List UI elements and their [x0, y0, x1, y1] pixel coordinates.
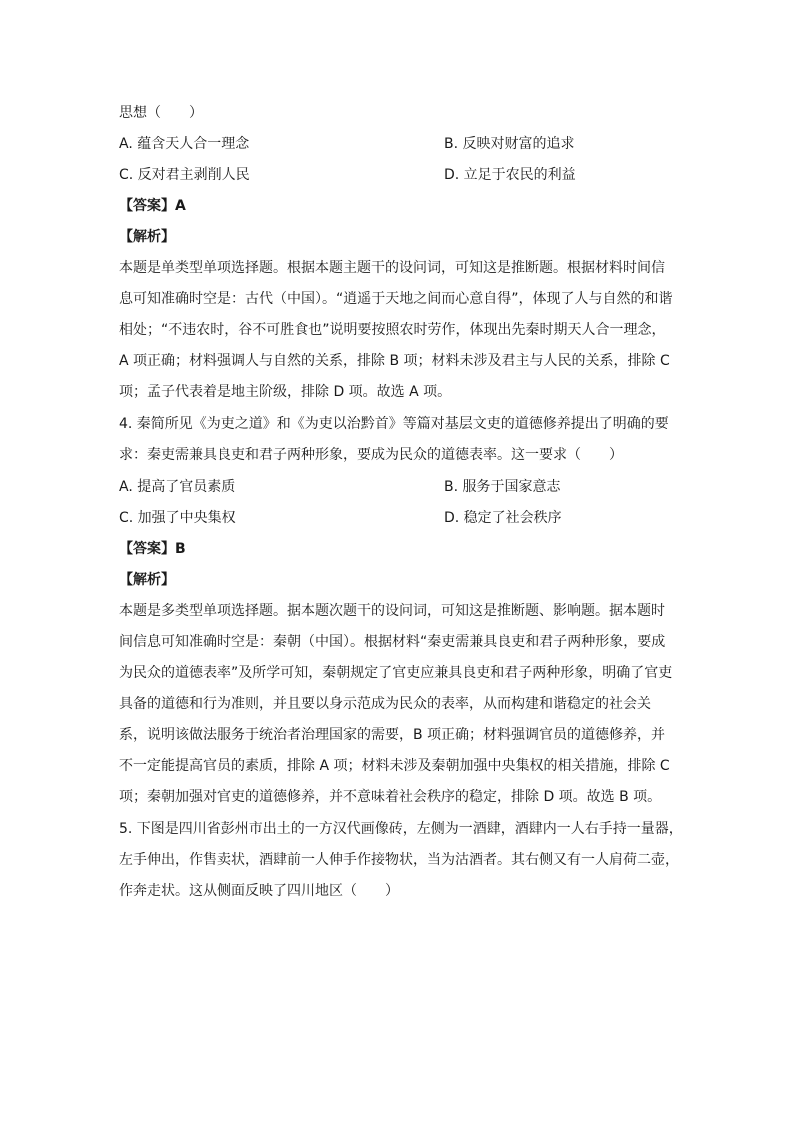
q5-stem-line: 5. 下图是四川省彭州市出土的一方汉代画像砖，左侧为一酒肆，酒肆内一人右手持一量器， [119, 821, 683, 837]
q3-option-d: D. 立足于农民的利益 [444, 167, 576, 183]
q3-analysis-line: 本题是单类型单项选择题。根据本题主题干的设问词，可知这是推断题。根据材料时间信 [119, 260, 665, 276]
q3-answer: 【答案】A [119, 198, 186, 214]
q4-option-d: D. 稳定了社会秩序 [444, 510, 562, 526]
q4-option-a: A. 提高了官员素质 [119, 479, 236, 495]
q3-option-c: C. 反对君主剥削人民 [119, 167, 250, 183]
q4-analysis-line: 项；秦朝加强对官吏的道德修养，并不意味着社会秩序的稳定，排除 D 项。故选 B 项。 [119, 789, 662, 805]
q3-analysis-line: 项；孟子代表着是地主阶级，排除 D 项。故选 A 项。 [119, 384, 452, 400]
q3-analysis-label: 【解析】 [119, 229, 175, 245]
q3-option-b: B. 反映对财富的追求 [444, 136, 575, 152]
q4-analysis-line: 为民众的道德表率”及所学可知，秦朝规定了官吏应兼具良吏和君子两种形象，明确了官吏 [119, 665, 673, 681]
q4-answer: 【答案】B [119, 541, 186, 557]
q3-analysis-line: 相处；“不违农时，谷不可胜食也”说明要按照农时劳作，体现出先秦时期天人合一理念， [119, 322, 666, 338]
q4-option-b: B. 服务于国家意志 [444, 479, 561, 495]
q4-analysis-line: 本题是多类型单项选择题。据本题次题干的设问词，可知这是推断题、影响题。据本题时 [119, 603, 665, 619]
q4-option-c: C. 加强了中央集权 [119, 510, 236, 526]
q5-stem-line: 作奔走状。这从侧面反映了四川地区（ ） [119, 883, 399, 899]
q3-stem-tail: 思想（ ） [119, 105, 203, 121]
q3-option-a: A. 蕴含天人合一理念 [119, 136, 250, 152]
q3-analysis-line: A 项正确；材料强调人与自然的关系，排除 B 项；材料未涉及君主与人民的关系，排除 C [119, 353, 670, 369]
q4-stem-line: 求：秦吏需兼具良吏和君子两种形象，要成为民众的道德表率。这一要求（ ） [119, 447, 623, 463]
q3-analysis-line: 息可知准确时空是：古代（中国）。“逍遥于天地之间而心意自得”，体现了人与自然的和谐 [119, 291, 673, 307]
q4-analysis-line: 系，说明该做法服务于统治者治理国家的需要，B 项正确；材料强调官员的道德修养，并 [119, 727, 666, 743]
q4-analysis-label: 【解析】 [119, 572, 175, 588]
q4-analysis-line: 具备的道德和行为准则，并且要以身示范成为民众的表率，从而构建和谐稳定的社会关 [119, 696, 651, 712]
q4-analysis-line: 不一定能提高官员的素质，排除 A 项；材料未涉及秦朝加强中央集权的相关措施，排除 C [119, 758, 670, 774]
q4-stem-line: 4. 秦简所见《为吏之道》和《为吏以治黔首》等篇对基层文吏的道德修养提出了明确的要 [119, 416, 669, 432]
q4-analysis-line: 间信息可知准确时空是：秦朝（中国）。根据材料“秦吏需兼具良吏和君子两种形象，要成 [119, 634, 666, 650]
q5-stem-line: 左手伸出，作售卖状，酒肆前一人伸手作接物状，当为沽酒者。其右侧又有一人肩荷二壶， [119, 852, 679, 868]
